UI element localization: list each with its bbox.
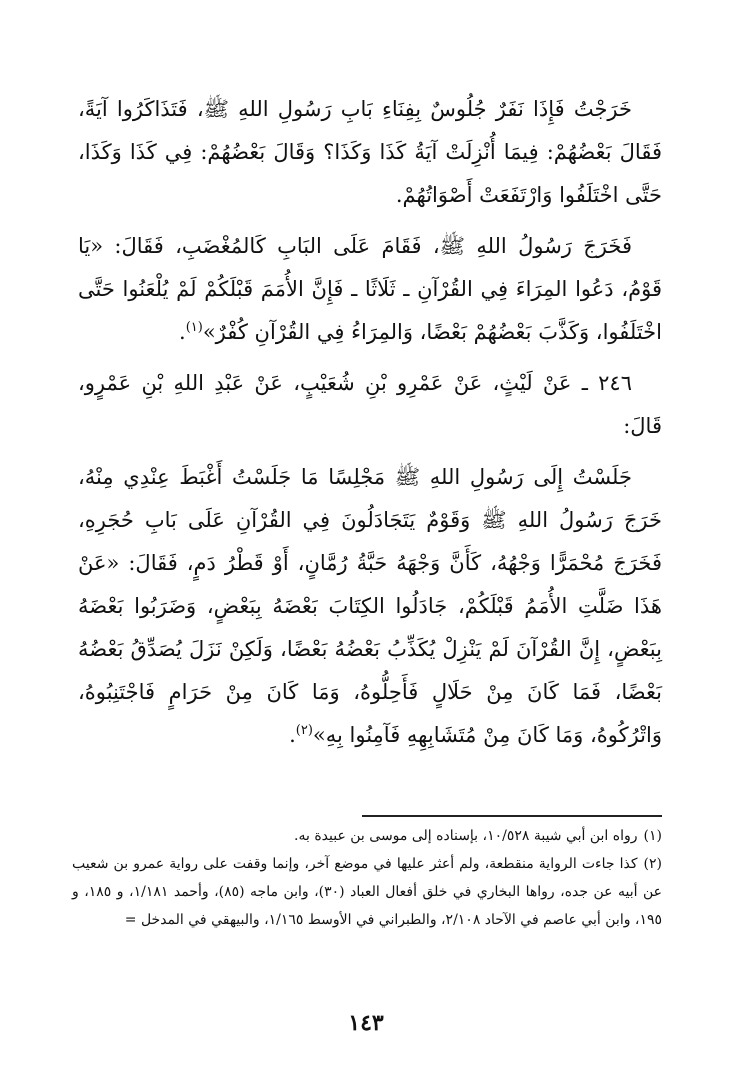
footnote-1 [72,822,662,850]
footnotes [72,822,662,934]
paragraph-1-text: خَرَجْتُ فَإِذَا نَفَرٌ جُلُوسٌ بِفِنَاءِ بَابِ رَسُولِ اللهِ ﷺ، فَتَذَاكَرُوا آيَةً، فَقَالَ بَعْضُهُمْ: فِيمَا أُنْزِلَتْ آيَةُ كَذَا وَكَذَا؟ وَقَالَ بَعْضُهُمْ: فِي كَذَا وَكَذَا، حَتَّى اخْتَلَفُوا وَارْتَفَعَتْ أَصْوَاتُهُمْ. [78,97,662,207]
paragraph-4 [78,456,662,757]
footnote-2-text: كذا جاءت الرواية منقطعة، ولم أعثر عليها في موضع آخر، وإنما وقفت على رواية عمرو بن شعيب عن أبيه عن جده، رواها البخاري في خلق أفعال العباد (٣٠)، وابن ماجه (٨٥)، وأحمد ١/١٨١، و ١٨٥، و ١٩٥، وابن أبي عاصم في الآحاد ٢/١٠٨، والطبراني في الأوسط ١/١٦٥، والبيهقي في المدخل = [72,856,663,928]
main-text [78,88,662,757]
paragraph-4-text: جَلَسْتُ إِلَى رَسُولِ اللهِ ﷺ مَجْلِسًا مَا جَلَسْتُ أَغْبَطَ عِنْدِي مِنْهُ، خَرَجَ رَسُولُ اللهِ ﷺ وَقَوْمٌ يَتَجَادَلُونَ فِي القُرْآنِ عَلَى بَابِ حُجَرِهِ، فَخَرَجَ مُحْمَرًّا وَجْهُهُ، كَأَنَّ وَجْهَهُ حَبَّةُ رُمَّانٍ، أَوْ قَطْرُ دَمٍ، فَقَالَ: «عَنْ هَذَا ضَلَّتِ الأُمَمُ قَبْلَكُمْ، جَادَلُوا الكِتَابَ بَعْضَهُ بِبَعْضٍ، وَضَرَبُوا بَعْضَهُ بِبَعْضٍ، إِنَّ القُرْآنَ لَمْ يَنْزِلْ يُكَذِّبُ بَعْضُهُ بَعْضًا، وَلَكِنْ نَزَلَ يُصَدِّقُ بَعْضُهُ بَعْضًا، فَمَا كَانَ مِنْ حَلَالٍ فَأَحِلُّوهُ، وَمَا كَانَ مِنْ حَرَامٍ فَاجْتَنِبُوهُ، وَاتْرُكُوهُ، وَمَا كَانَ مِنْ مُتَشَابِهِهِ فَآمِنُوا بِهِ» [78,465,662,747]
paragraph-2 [78,225,662,354]
hadith-246-header [78,362,662,448]
paragraph-4-period: . [289,723,296,747]
page-number: ١٤٣ [348,1010,384,1036]
footnote-1-number: (١) [643,828,662,844]
footnote-divider [362,815,662,817]
paragraph-2-period: . [179,320,186,344]
footnote-2-number: (٢) [643,856,662,872]
footnote-1-text: رواه ابن أبي شيبة ١٠/٥٢٨، بإسناده إلى موسى بن عبيدة به. [294,828,638,844]
hadith-246-text: ٢٤٦ ـ عَنْ لَيْثٍ، عَنْ عَمْرِو بْنِ شُعَيْبٍ، عَنْ عَبْدِ اللهِ بْنِ عَمْرٍو، قَالَ: [78,371,662,438]
paragraph-2-text: فَخَرَجَ رَسُولُ اللهِ ﷺ، فَقَامَ عَلَى البَابِ كَالمُغْضَبِ، فَقَالَ: «يَا قَوْمُ، دَعُوا المِرَاءَ فِي القُرْآنِ ـ ثَلَاثًا ـ فَإِنَّ الأُمَمَ قَبْلَكُمْ لَمْ يُلْعَنُوا حَتَّى اخْتَلَفُوا، وَكَذَّبَ بَعْضُهُمْ بَعْضًا، وَالمِرَاءُ فِي القُرْآنِ كُفْرٌ» [78,234,662,344]
footnote-ref-2[interactable]: (٢) [295,723,313,738]
footnote-2 [72,850,662,934]
paragraph-1 [78,88,662,217]
footnote-ref-1[interactable]: (١) [185,320,203,335]
